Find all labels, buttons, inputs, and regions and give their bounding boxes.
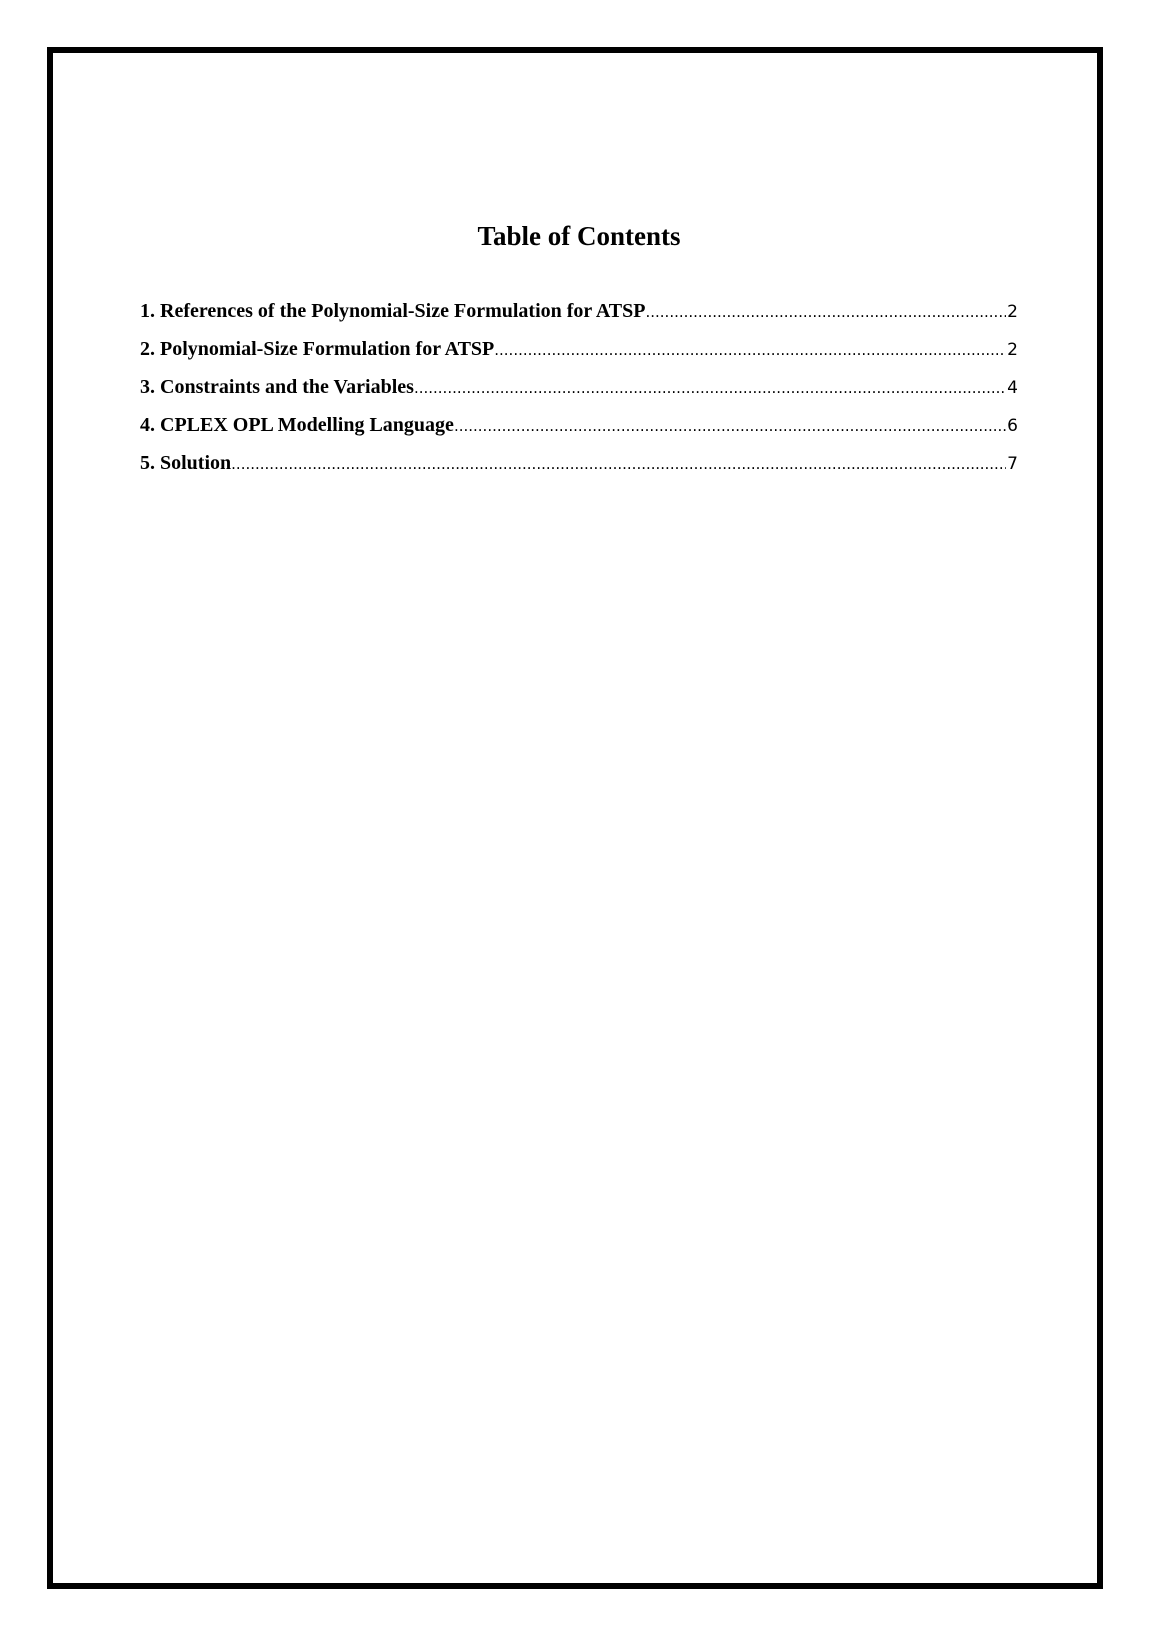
toc-entry-label: 2. Polynomial-Size Formulation for ATSP <box>140 338 495 360</box>
toc-entry-4[interactable] <box>140 411 1018 449</box>
toc-dot-leader <box>231 450 1006 478</box>
toc-entry-3[interactable] <box>140 373 1018 411</box>
toc-page-number: 7 <box>1007 454 1018 474</box>
toc-entry-label: 3. Constraints and the Variables <box>140 376 414 398</box>
toc-dot-leader <box>645 298 1006 326</box>
toc-page-number: 2 <box>1007 302 1018 322</box>
page-border <box>47 47 1103 1589</box>
toc-entry-label: 1. References of the Polynomial-Size Formulation for ATSP <box>140 300 646 322</box>
toc-page-number: 4 <box>1007 378 1018 398</box>
toc-list <box>140 297 1018 487</box>
toc-title: Table of Contents <box>477 221 681 251</box>
toc-dot-leader <box>454 412 1006 440</box>
toc-dot-leader <box>494 336 1006 364</box>
toc-entry-2[interactable] <box>140 335 1018 373</box>
toc-page-number: 6 <box>1007 416 1018 436</box>
toc-entry-label: 4. CPLEX OPL Modelling Language <box>140 414 454 436</box>
toc-page-number: 2 <box>1007 340 1018 360</box>
toc-entry-label: 5. Solution <box>140 452 232 474</box>
toc-dot-leader <box>414 374 1006 402</box>
toc-entry-1[interactable] <box>140 297 1018 335</box>
toc-entry-5[interactable] <box>140 449 1018 487</box>
